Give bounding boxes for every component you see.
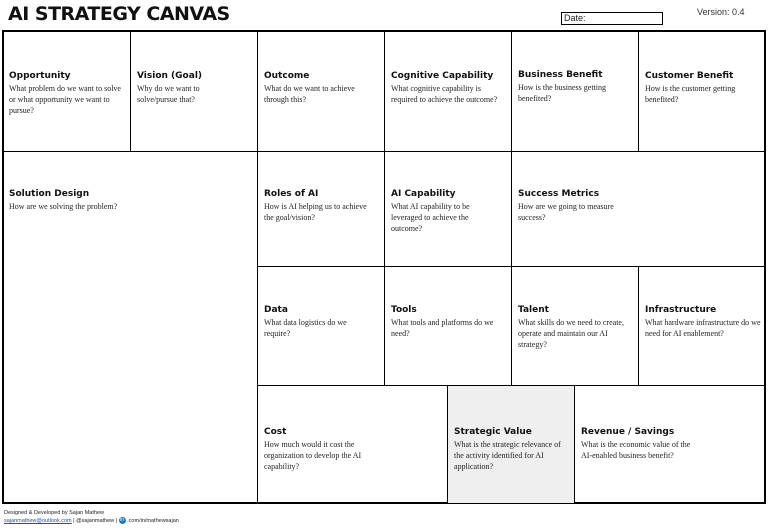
cell-tools[interactable] <box>384 266 512 386</box>
cell-solution-design[interactable] <box>2 151 258 504</box>
cell-customer-benefit[interactable] <box>638 30 766 152</box>
version-label: Version: 0.4 <box>697 7 745 17</box>
cell-infrastructure[interactable] <box>638 266 766 386</box>
linkedin-url[interactable]: .com/in/mathewsajan <box>125 518 179 524</box>
cell-question: What data logistics do we require? <box>264 318 347 338</box>
email-link[interactable]: sajanmathew@outlook.com <box>4 518 72 524</box>
cell-data[interactable] <box>257 266 385 386</box>
page-title: AI STRATEGY CANVAS <box>8 3 230 25</box>
cell-title: Customer Benefit <box>645 71 734 81</box>
cell-title: Cost <box>264 427 287 437</box>
cell-opportunity[interactable] <box>2 30 131 152</box>
cell-question: What skills do we need to create, operate and maintain our AI strategy? <box>518 318 624 349</box>
cell-question: What cognitive capability is required to achieve the outcome? <box>391 84 498 104</box>
cell-question: What tools and platforms do we need? <box>391 318 494 338</box>
cell-cost[interactable] <box>257 385 448 504</box>
cell-question: How are we solving the problem? <box>9 202 118 211</box>
cell-question: How much would it cost the organization to develop the AI capability? <box>264 440 362 471</box>
footer <box>4 509 179 525</box>
cell-question: What is the strategic relevance of the activity identified for AI application? <box>454 440 561 471</box>
cell-title: Cognitive Capability <box>391 71 494 81</box>
cell-title: Solution Design <box>9 189 90 199</box>
cell-question: What hardware infrastructure do we need for AI enablement? <box>645 318 761 338</box>
cell-roles-of-ai[interactable] <box>257 151 385 267</box>
cell-title: Vision (Goal) <box>137 71 203 81</box>
cell-vision[interactable] <box>130 30 258 152</box>
cell-title: Outcome <box>264 71 310 81</box>
date-field[interactable]: Date: <box>561 12 663 25</box>
cell-question: How is the customer getting benefited? <box>645 84 736 104</box>
cell-question: How is the business getting benefited? <box>518 83 606 103</box>
cell-title: AI Capability <box>391 189 456 199</box>
cell-outcome[interactable] <box>257 30 385 152</box>
cell-title: Talent <box>518 305 549 315</box>
cell-title: Opportunity <box>9 71 71 81</box>
cell-question: What AI capability to be leveraged to achieve the outcome? <box>391 202 470 233</box>
cell-title: Strategic Value <box>454 427 532 437</box>
cell-title: Tools <box>391 305 417 315</box>
cell-question: What is the economic value of the AI-enabled business benefit? <box>581 440 691 460</box>
cell-success-metrics[interactable] <box>511 151 766 267</box>
cell-revenue-savings[interactable] <box>574 385 766 504</box>
cell-ai-capability[interactable] <box>384 151 512 267</box>
cell-title: Business Benefit <box>518 70 603 80</box>
cell-question: How is AI helping us to achieve the goal/vision? <box>264 202 367 222</box>
cell-question: How are we going to measure success? <box>518 202 614 222</box>
cell-strategic-value[interactable] <box>447 385 575 504</box>
cell-title: Success Metrics <box>518 189 600 199</box>
cell-title: Revenue / Savings <box>581 427 675 437</box>
twitter-handle: | @sajanmathew | <box>71 518 119 524</box>
linkedin-icon: in <box>120 517 125 524</box>
footer-credit: Designed & Developed by Sajan Mathew <box>4 510 104 516</box>
cell-title: Data <box>264 305 288 315</box>
cell-talent[interactable] <box>511 266 639 386</box>
cell-question: What do we want to achieve through this? <box>264 84 355 104</box>
cell-title: Roles of AI <box>264 189 319 199</box>
cell-title: Infrastructure <box>645 305 717 315</box>
cell-question: Why do we want to solve/pursue that? <box>137 84 200 104</box>
cell-question: What problem do we want to solve or what opportunity we want to pursue? <box>9 84 121 115</box>
cell-business-benefit[interactable] <box>511 30 639 152</box>
cell-cognitive-capability[interactable] <box>384 30 512 152</box>
